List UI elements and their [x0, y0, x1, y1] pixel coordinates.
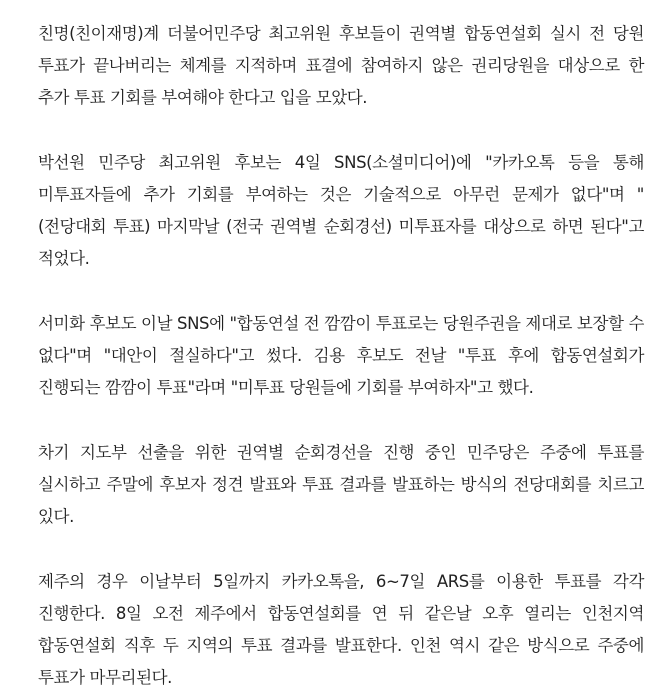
- article-paragraph-4: 차기 지도부 선출을 위한 권역별 순회경선을 진행 중인 민주당은 주중에 투표를 실시하고 주말에 후보자 정견 발표와 투표 결과를 발표하는 방식의 전당대회를 치르고 있다.: [38, 443, 644, 526]
- article-paragraph-5: 제주의 경우 이날부터 5일까지 카카오톡을, 6~7일 ARS를 이용한 투표를 각각 진행한다. 8일 오전 제주에서 합동연설회를 연 뒤 같은날 오후 열리는 인천지역 합동연설회 직후 두 지역의 투표 결과를 발표한다. 인천 역시 같은 방식으로 주중에 투표가 마무리된다.: [38, 572, 644, 687]
- article-paragraph-3: 서미화 후보도 이날 SNS에 "합동연설 전 깜깜이 투표로는 당원주권을 제대로 보장할 수 없다"며 "대안이 절실하다"고 썼다. 김용 후보도 전날 "투표 후에 합동연설회가 진행되는 깜깜이 투표"라며 "미투표 당원들에 기회를 부여하자"고 했다.: [38, 314, 644, 397]
- article-paragraph-1: 친명(친이재명)계 더불어민주당 최고위원 후보들이 권역별 합동연설회 실시 전 당원 투표가 끝나버리는 체계를 지적하며 표결에 참여하지 않은 권리당원을 대상으로 한 추가 투표 기회를 부여해야 한다고 입을 모았다.: [38, 24, 644, 107]
- article-paragraph-2: 박선원 민주당 최고위원 후보는 4일 SNS(소셜미디어)에 "카카오톡 등을 통해 미투표자들에 추가 기회를 부여하는 것은 기술적으로 아무런 문제가 없다"며 "(전당대회 투표) 마지막날 (전국 권역별 순회경선) 미투표자를 대상으로 하면 된다"고 적었다.: [38, 153, 644, 268]
